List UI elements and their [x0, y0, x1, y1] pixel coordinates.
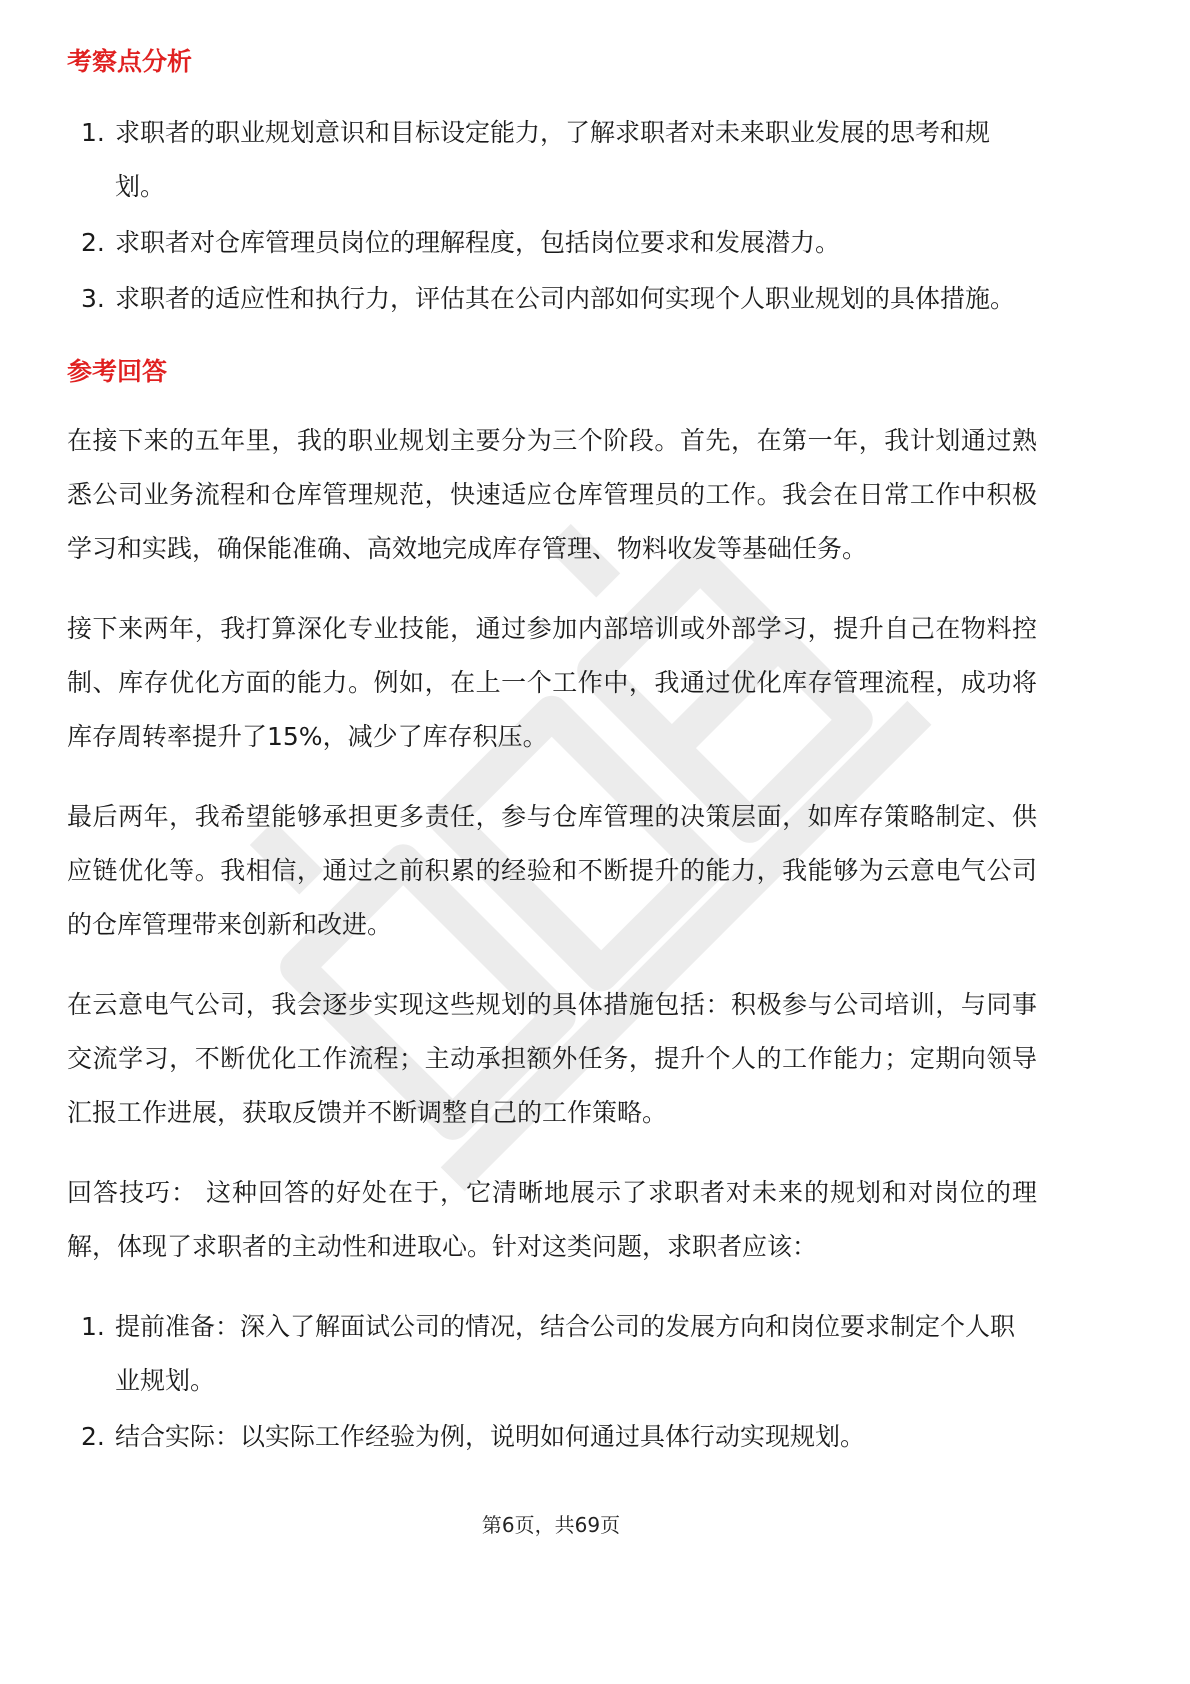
list-item-number: 1. [81, 118, 105, 147]
list-item-text: 求职者的职业规划意识和目标设定能力，了解求职者对未来职业发展的思考和规划。 [115, 118, 991, 201]
answer-paragraph: 在云意电气公司，我会逐步实现这些规划的具体措施包括：积极参与公司培训，与同事交流学习，不断优化工作流程；主动承担额外任务，提升个人的工作能力；定期向领导汇报工作进展，获取反馈并不断调整自己的工作策略。 [67, 990, 1037, 1127]
list-item-text: 提前准备：深入了解面试公司的情况，结合公司的发展方向和岗位要求制定个人职业规划。 [115, 1312, 1016, 1395]
tips-list [67, 1300, 1037, 1464]
main-content [67, 42, 1037, 1466]
list-item-text: 求职者对仓库管理员岗位的理解程度，包括岗位要求和发展潜力。 [115, 228, 841, 257]
list-item-text: 求职者的适应性和执行力，评估其在公司内部如何实现个人职业规划的具体措施。 [115, 284, 1016, 313]
list-item [67, 1410, 1037, 1464]
list-item-number: 1. [81, 1312, 105, 1341]
answer-heading: 参考回答 [67, 357, 168, 386]
list-item [67, 272, 1037, 326]
list-item [67, 1300, 1037, 1408]
list-item [67, 106, 1037, 214]
page-footer: 第6页，共69页 [481, 1513, 621, 1537]
analysis-heading: 考察点分析 [67, 47, 193, 76]
list-item-text: 结合实际：以实际工作经验为例，说明如何通过具体行动实现规划。 [115, 1422, 866, 1451]
list-item [67, 216, 1037, 270]
list-item-number: 2. [81, 1422, 105, 1451]
analysis-list [67, 106, 1037, 326]
list-item-number: 2. [81, 228, 105, 257]
answer-tips: 回答技巧： 这种回答的好处在于，它清晰地展示了求职者对未来的规划和对岗位的理解，体现了求职者的主动性和进取心。针对这类问题，求职者应该： [67, 1178, 1037, 1261]
answer-paragraph: 接下来两年，我打算深化专业技能，通过参加内部培训或外部学习，提升自己在物料控制、库存优化方面的能力。例如，在上一个工作中，我通过优化库存管理流程，成功将库存周转率提升了15%，减少了库存积压。 [67, 614, 1037, 751]
answer-paragraph: 最后两年，我希望能够承担更多责任，参与仓库管理的决策层面，如库存策略制定、供应链优化等。我相信，通过之前积累的经验和不断提升的能力，我能够为云意电气公司的仓库管理带来创新和改进。 [67, 802, 1037, 939]
answer-paragraph: 在接下来的五年里，我的职业规划主要分为三个阶段。首先，在第一年，我计划通过熟悉公司业务流程和仓库管理规范，快速适应仓库管理员的工作。我会在日常工作中积极学习和实践，确保能准确、高效地完成库存管理、物料收发等基础任务。 [67, 426, 1037, 563]
list-item-number: 3. [81, 284, 105, 313]
